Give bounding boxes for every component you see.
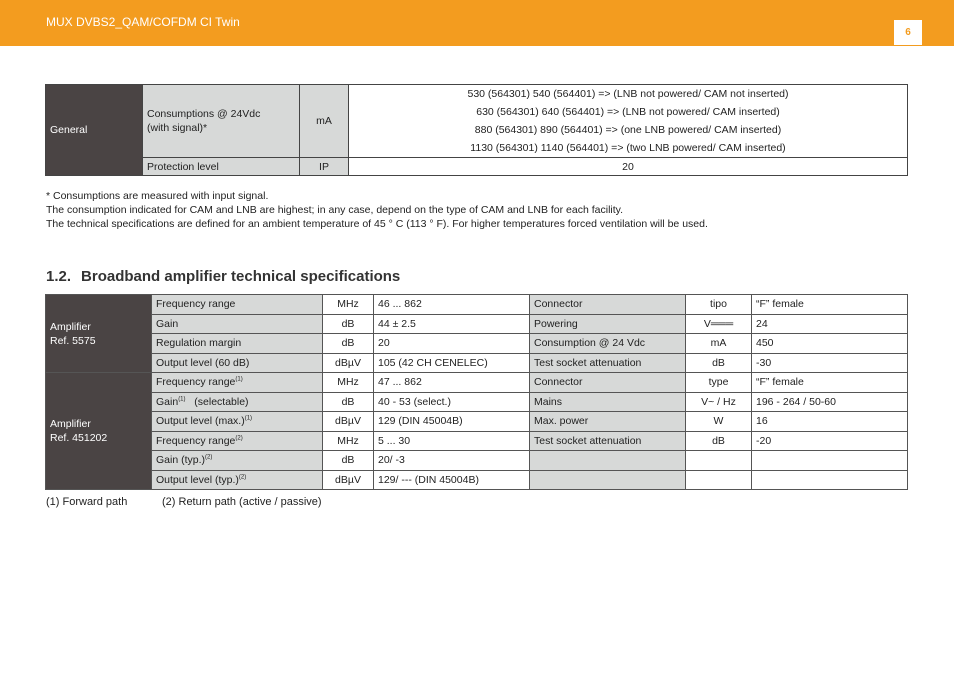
consumption-unit: mA	[300, 85, 349, 158]
parameter-name: Output level (60 dB)	[156, 356, 250, 369]
consumption-value-row: 880 (564301) 890 (564401) => (one LNB powered/ CAM inserted)	[474, 124, 782, 136]
parameter-name: Regulation margin	[156, 337, 242, 350]
consumption-label: Consumptions @ 24Vdc (with signal)*	[143, 85, 300, 158]
parameter-cell	[152, 431, 323, 451]
footnote-ref: (2)	[205, 454, 213, 461]
parameter-cell	[152, 451, 323, 471]
table-row	[46, 314, 908, 334]
table-row	[46, 470, 908, 490]
unit-cell: MHz	[323, 295, 374, 315]
amplifier-name: Amplifier	[50, 320, 91, 333]
unit-cell-2: mA	[686, 334, 752, 354]
parameter-cell	[152, 470, 323, 490]
footnote-ref: (2)	[238, 474, 247, 481]
unit-cell: MHz	[323, 373, 374, 393]
parameter-name: Output level (typ.)	[156, 473, 239, 486]
table-row	[46, 295, 908, 315]
amplifier-label	[46, 373, 152, 490]
parameter-name: Gain	[156, 317, 179, 330]
value-cell: 5 ... 30	[374, 431, 530, 451]
value-cell-2	[752, 451, 908, 471]
unit-cell-2	[686, 451, 752, 471]
parameter-name: Frequency range	[156, 434, 236, 447]
parameter-cell	[152, 373, 323, 393]
unit-cell-2	[686, 470, 752, 490]
section-heading	[46, 268, 400, 285]
parameter-cell	[152, 314, 323, 334]
parameter-cell-2: Connector	[530, 295, 686, 315]
parameter-name: Output level (max.)	[156, 415, 245, 428]
parameter-cell	[152, 392, 323, 412]
unit-cell: dBµV	[323, 412, 374, 432]
page-number: 6	[894, 20, 922, 45]
table-row	[46, 353, 908, 373]
note-line: * Consumptions are measured with input signal.	[46, 190, 269, 202]
footnote-ref: (1)	[244, 415, 253, 422]
parameter-cell-2: Max. power	[530, 412, 686, 432]
unit-cell-2: W	[686, 412, 752, 432]
value-cell: 105 (42 CH CENELEC)	[374, 353, 530, 373]
parameter-cell	[152, 295, 323, 315]
amplifier-name: Amplifier	[50, 418, 91, 430]
unit-cell: dBµV	[323, 353, 374, 373]
consumption-value-row: 530 (564301) 540 (564401) => (LNB not powered/ CAM not inserted)	[467, 88, 789, 100]
parameter-cell	[152, 334, 323, 354]
value-cell-2: -20	[752, 431, 908, 451]
parameter-suffix: (selectable)	[185, 395, 249, 408]
protection-unit: IP	[300, 158, 349, 176]
unit-cell: dB	[323, 314, 374, 334]
unit-cell-2: V═══	[686, 314, 752, 334]
parameter-cell-2	[530, 470, 686, 490]
parameter-cell-2	[530, 451, 686, 471]
protection-value: 20	[349, 158, 908, 176]
parameter-cell-2: Consumption @ 24 Vdc	[530, 334, 686, 354]
parameter-cell	[152, 412, 323, 432]
table-row	[46, 334, 908, 354]
value-cell-2: 450	[752, 334, 908, 354]
consumption-value-row: 1130 (564301) 1140 (564401) => (two LNB powered/ CAM inserted)	[470, 142, 786, 154]
consumption-values	[349, 85, 908, 158]
note-line: The technical specifications are defined for an ambient temperature of 45 ° C (113 ° F). For higher temperatures forced ventilation will be used.	[46, 218, 708, 230]
value-cell: 20	[374, 334, 530, 354]
unit-cell-2: dB	[686, 353, 752, 373]
footnote-ref: (1)	[178, 396, 186, 403]
parameter-cell-2: Mains	[530, 392, 686, 412]
parameter-cell-2: Test socket attenuation	[530, 431, 686, 451]
general-specs-table	[45, 84, 908, 176]
parameter-name: Gain (typ.)	[156, 454, 206, 467]
parameter-name: Frequency range	[156, 376, 236, 389]
value-cell: 46 ... 862	[374, 295, 530, 315]
unit-cell-2: V~ / Hz	[686, 392, 752, 412]
table-row	[46, 373, 908, 393]
general-label: General	[46, 85, 143, 176]
footnote-ref: (1)	[235, 376, 243, 383]
unit-cell: dBµV	[323, 470, 374, 490]
value-cell: 47 ... 862	[374, 373, 530, 393]
value-cell: 44 ± 2.5	[374, 314, 530, 334]
notes	[46, 189, 708, 231]
value-cell: 129 (DIN 45004B)	[374, 412, 530, 432]
unit-cell-2: dB	[686, 431, 752, 451]
unit-cell: dB	[323, 451, 374, 471]
table-row	[46, 451, 908, 471]
document-title: MUX DVBS2_QAM/COFDM CI Twin	[46, 15, 240, 29]
table-row	[46, 392, 908, 412]
amplifier-ref: Ref. 5575	[50, 334, 96, 347]
parameter-name: Gain	[156, 395, 179, 408]
unit-cell: dB	[323, 392, 374, 412]
value-cell-2: “F” female	[752, 373, 908, 393]
unit-cell: MHz	[323, 431, 374, 451]
protection-label: Protection level	[143, 158, 300, 176]
value-cell-2	[752, 470, 908, 490]
footnote-forward: (1) Forward path	[46, 496, 128, 508]
value-cell-2: “F” female	[752, 295, 908, 315]
amplifier-specs-table	[45, 294, 908, 490]
parameter-name: Frequency range	[156, 298, 236, 311]
value-cell-2: 16	[752, 412, 908, 432]
parameter-cell-2: Test socket attenuation	[530, 353, 686, 373]
note-line: The consumption indicated for CAM and LNB are highest; in any case, depend on the type of CAM and LNB for each facility.	[46, 204, 624, 216]
unit-cell: dB	[323, 334, 374, 354]
parameter-cell-2: Connector	[530, 373, 686, 393]
section-number: 1.2.	[46, 268, 72, 285]
value-cell: 40 - 53 (select.)	[374, 392, 530, 412]
table-row	[46, 431, 908, 451]
value-cell: 20/ -3	[374, 451, 530, 471]
header-bar	[0, 0, 954, 46]
parameter-cell	[152, 353, 323, 373]
amplifier-ref: Ref. 451202	[50, 432, 108, 444]
amplifier-label	[46, 295, 152, 373]
unit-cell-2: type	[686, 373, 752, 393]
value-cell-2: 24	[752, 314, 908, 334]
consumption-value-row: 630 (564301) 640 (564401) => (LNB not powered/ CAM inserted)	[476, 106, 780, 118]
unit-cell-2: tipo	[686, 295, 752, 315]
value-cell: 129/ --- (DIN 45004B)	[374, 470, 530, 490]
footnote-return: (2) Return path (active / passive)	[162, 496, 322, 508]
section-title: Broadband amplifier technical specifications	[81, 268, 401, 285]
parameter-cell-2: Powering	[530, 314, 686, 334]
value-cell-2: 196 - 264 / 50-60	[752, 392, 908, 412]
footnote-ref: (2)	[235, 435, 243, 442]
table-row	[46, 412, 908, 432]
value-cell-2: -30	[752, 353, 908, 373]
